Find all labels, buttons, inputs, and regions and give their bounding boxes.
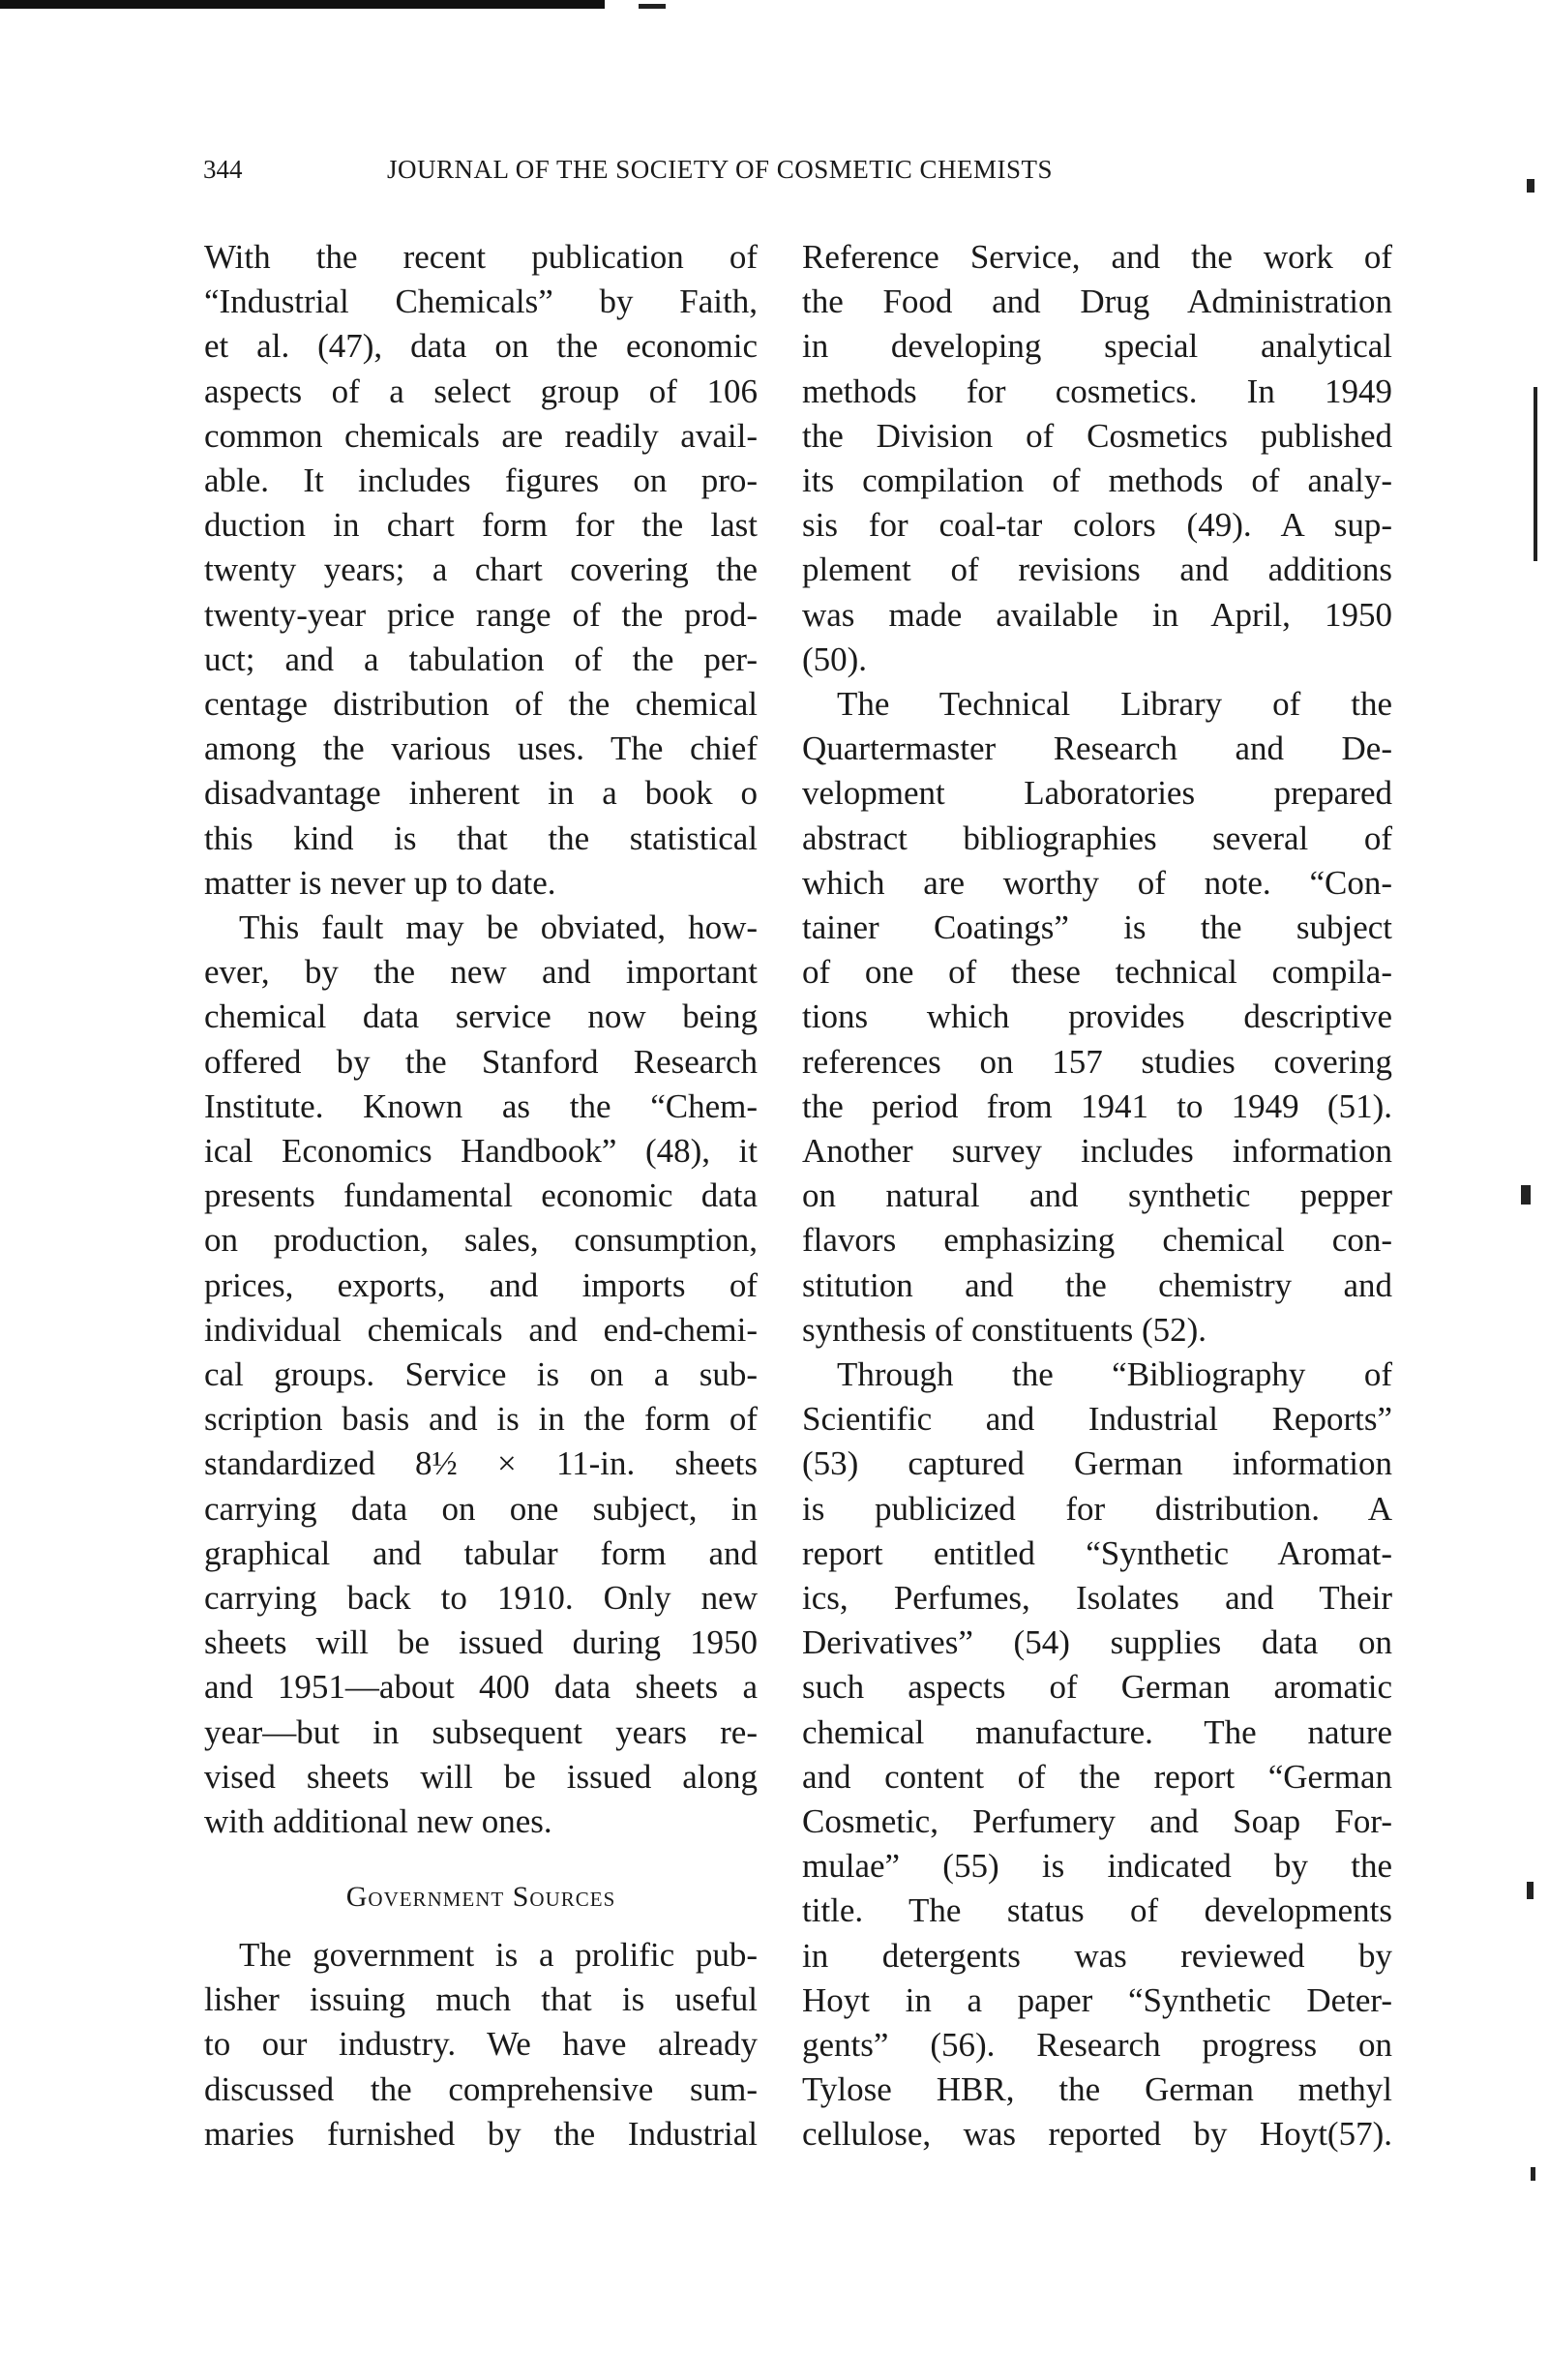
text-line: in detergents was reviewed by (802, 1936, 1392, 1975)
text-line: with additional new ones. (204, 1802, 552, 1840)
scan-margin-mark (1527, 179, 1534, 193)
text-line: aspects of a select group of 106 (204, 372, 758, 410)
text-line: Tylose HBR, the German methyl (802, 2070, 1392, 2109)
text-line: the Food and Drug Administration (802, 283, 1392, 321)
text-line: With the recent publication of (204, 238, 758, 276)
running-header: JOURNAL OF THE SOCIETY OF COSMETIC CHEMISTS (387, 155, 1054, 184)
text-line: centage distribution of the chemical (204, 685, 758, 723)
text-line: presents fundamental economic data (204, 1176, 758, 1215)
text-line: the period from 1941 to 1949 (51). (802, 1086, 1392, 1125)
text-line: matter is never up to date. (204, 863, 556, 902)
scan-margin-mark (1521, 1185, 1531, 1205)
text-line: flavors emphasizing chemical con- (802, 1221, 1392, 1260)
text-line: standardized 8½ × 11-in. sheets (204, 1444, 758, 1483)
text-line: maries furnished by the Industrial (204, 2114, 758, 2153)
text-line: title. The status of developments (802, 1891, 1392, 1930)
text-line: ical Economics Handbook” (48), it (204, 1132, 758, 1170)
text-line: (53) captured German information (802, 1444, 1392, 1483)
text-line: individual chemicals and end-chemi- (204, 1310, 758, 1349)
text-line: to our industry. We have already (204, 2025, 758, 2064)
text-line: Scientific and Industrial Reports” (802, 1400, 1392, 1439)
text-line: Reference Service, and the work of (802, 238, 1392, 276)
text-line: The Technical Library of the (837, 685, 1392, 723)
text-line: vised sheets will be issued along (204, 1757, 758, 1796)
text-line: “Industrial Chemicals” by Faith, (204, 283, 758, 321)
text-line: references on 157 studies covering (802, 1042, 1392, 1081)
scan-margin-mark (1534, 387, 1537, 561)
text-line: the Division of Cosmetics published (802, 416, 1392, 455)
text-line: Another survey includes information (802, 1132, 1392, 1170)
text-line: methods for cosmetics. In 1949 (802, 372, 1392, 410)
text-line: and 1951—about 400 data sheets a (204, 1668, 758, 1707)
page-number: 344 (203, 155, 243, 184)
text-line: carrying back to 1910. Only new (204, 1579, 758, 1617)
text-line: such aspects of German aromatic (802, 1668, 1392, 1707)
text-line: which are worthy of note. “Con- (802, 863, 1392, 902)
text-line: et al. (47), data on the economic (204, 327, 758, 366)
text-line: chemical data service now being (204, 997, 758, 1036)
text-line: duction in chart form for the last (204, 506, 758, 545)
text-line: sis for coal-tar colors (49). A sup- (802, 506, 1392, 545)
scan-margin-mark (1527, 1882, 1534, 1899)
text-line: Derivatives” (54) supplies data on (802, 1623, 1392, 1662)
text-line: was made available in April, 1950 (802, 595, 1392, 634)
text-line: on production, sales, consumption, (204, 1221, 758, 1260)
text-line: this kind is that the statistical (204, 818, 758, 857)
text-line: Hoyt in a paper “Synthetic Deter- (802, 1980, 1392, 2019)
text-line: tions which provides descriptive (802, 997, 1392, 1036)
text-line: of one of these technical compila- (802, 953, 1392, 992)
text-line: common chemicals are readily avail- (204, 416, 758, 455)
text-line: tainer Coatings” is the subject (802, 908, 1392, 946)
text-line: lisher issuing much that is useful (204, 1980, 758, 2019)
text-line: carrying data on one subject, in (204, 1489, 758, 1528)
text-line: cellulose, was reported by Hoyt(57). (802, 2115, 1392, 2154)
scan-edge-dash (639, 4, 666, 9)
text-line: among the various uses. The chief (204, 729, 758, 768)
text-line: on natural and synthetic pepper (802, 1176, 1392, 1215)
text-line: gents” (56). Research progress on (802, 2026, 1392, 2064)
text-line: Through the “Bibliography of (837, 1355, 1392, 1393)
text-line: Institute. Known as the “Chem- (204, 1086, 758, 1125)
scan-margin-mark (1531, 2167, 1535, 2181)
text-line: ics, Perfumes, Isolates and Their (802, 1579, 1392, 1617)
text-line: cal groups. Service is on a sub- (204, 1355, 758, 1393)
text-line: The government is a prolific pub- (239, 1936, 758, 1974)
text-line: in developing special analytical (802, 327, 1392, 366)
text-line: uct; and a tabulation of the per- (204, 640, 758, 678)
text-line: offered by the Stanford Research (204, 1042, 758, 1081)
text-line: velopment Laboratories prepared (802, 774, 1392, 813)
text-line: chemical manufacture. The nature (802, 1712, 1392, 1751)
text-line: is publicized for distribution. A (802, 1489, 1392, 1528)
text-line: discussed the comprehensive sum- (204, 2069, 758, 2108)
text-line: report entitled “Synthetic Aromat- (802, 1533, 1392, 1572)
text-line: prices, exports, and imports of (204, 1265, 758, 1304)
text-line: and content of the report “German (802, 1757, 1392, 1796)
text-line: sheets will be issued during 1950 (204, 1623, 758, 1662)
text-line: (50). (802, 640, 868, 678)
text-line: twenty years; a chart covering the (204, 550, 758, 589)
text-line: synthesis of constituents (52). (802, 1310, 1207, 1349)
text-line: twenty-year price range of the prod- (204, 595, 758, 634)
text-line: mulae” (55) is indicated by the (802, 1847, 1392, 1886)
text-line: This fault may be obviated, how- (239, 908, 758, 946)
text-line: disadvantage inherent in a book o (204, 774, 758, 813)
text-line: year—but in subsequent years re- (204, 1712, 758, 1751)
text-line: its compilation of methods of analy- (802, 461, 1392, 499)
text-line: plement of revisions and additions (802, 550, 1392, 589)
text-line: graphical and tabular form and (204, 1533, 758, 1572)
scan-edge-bar (0, 0, 605, 9)
section-heading: Government Sources (345, 1881, 616, 1913)
text-line: abstract bibliographies several of (802, 818, 1392, 857)
text-line: Cosmetic, Perfumery and Soap For- (802, 1802, 1392, 1840)
text-line: scription basis and is in the form of (204, 1400, 758, 1439)
text-line: able. It includes figures on pro- (204, 461, 758, 499)
text-line: Quartermaster Research and De- (802, 729, 1392, 768)
text-line: ever, by the new and important (204, 953, 758, 992)
text-line: stitution and the chemistry and (802, 1265, 1392, 1304)
